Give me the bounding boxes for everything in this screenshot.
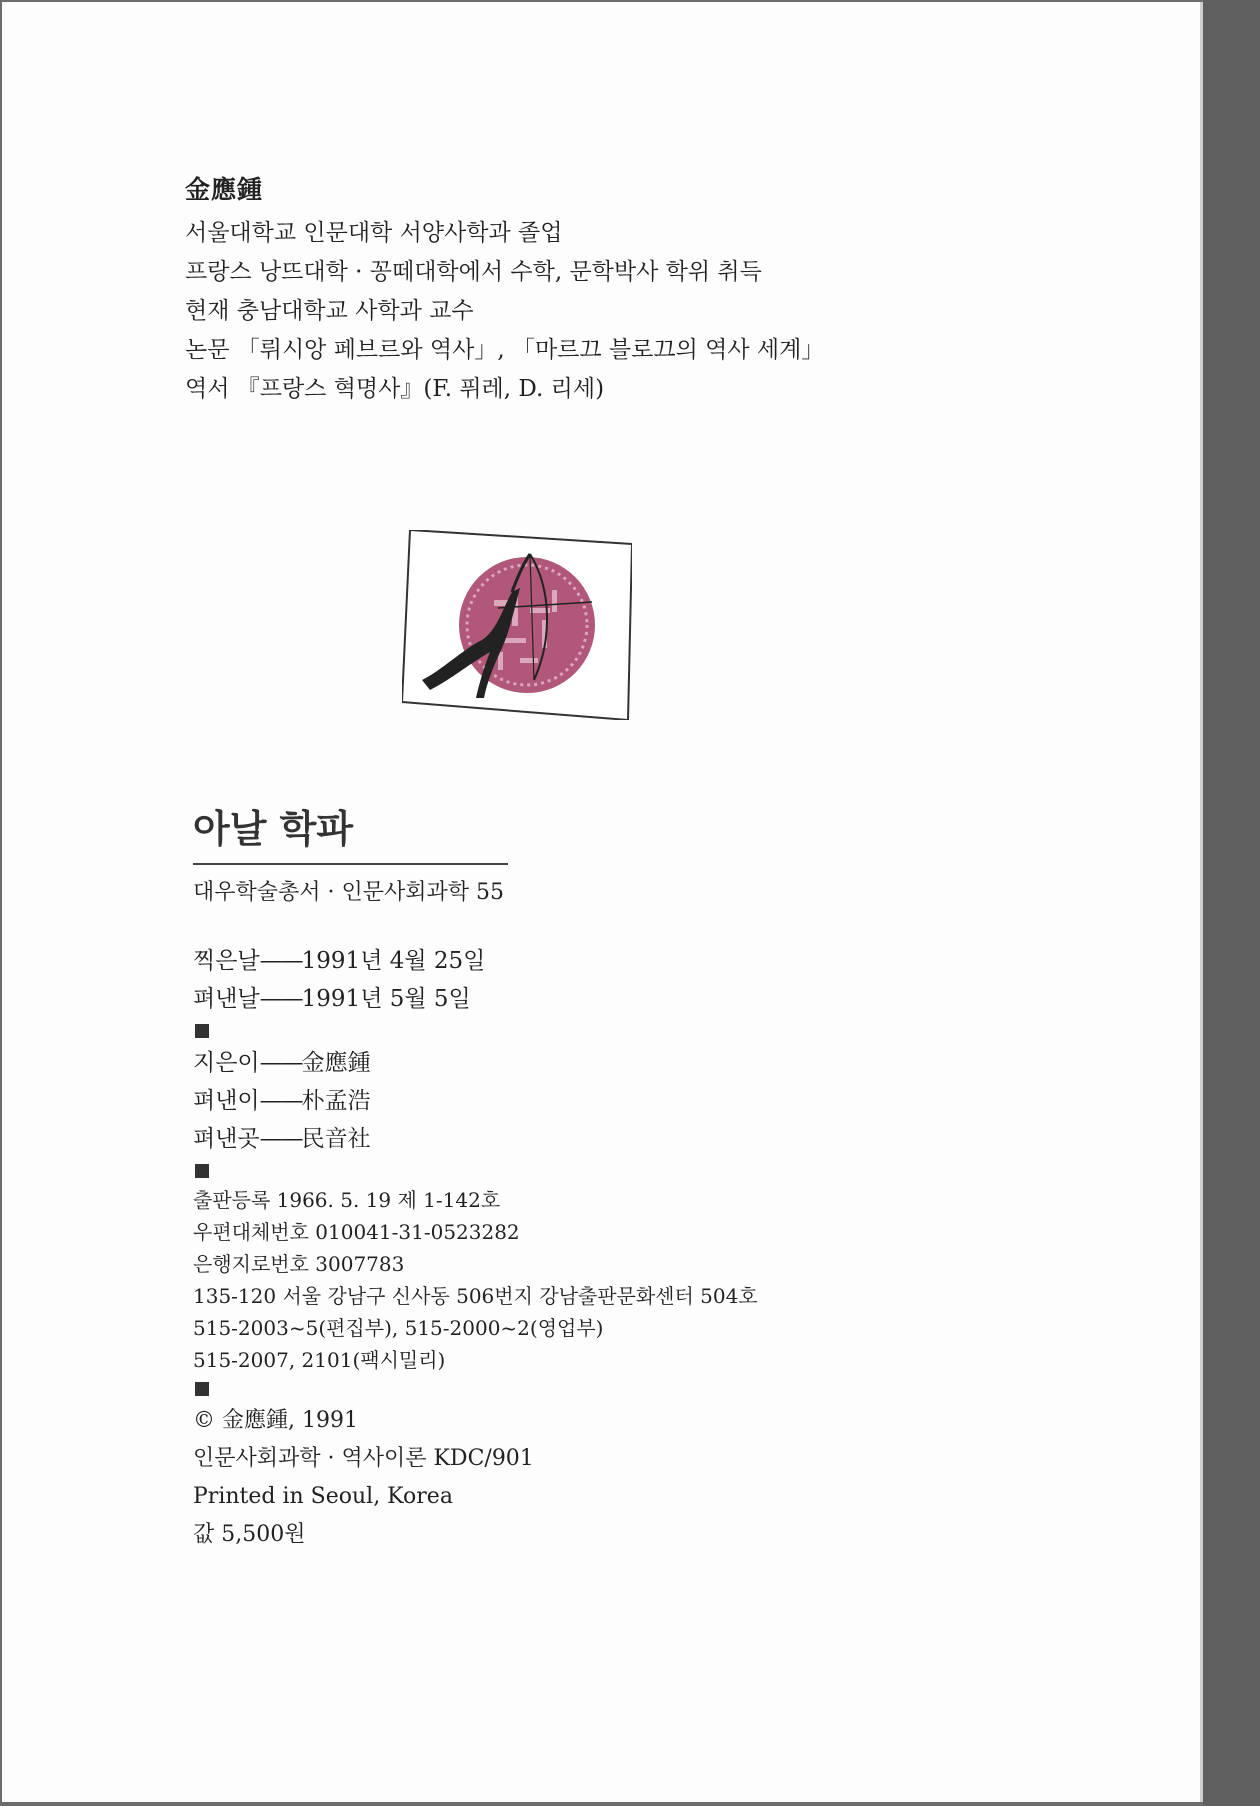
person-row [193, 1044, 758, 1082]
printed-in-line: Printed in Seoul, Korea [193, 1484, 453, 1509]
title-rule [193, 863, 508, 865]
imprint-line: 515-2003~5(편집부), 515-2000~2(영업부) [193, 1316, 604, 1340]
imprint-line: 135-120 서울 강남구 신사동 506번지 강남출판문화센터 504호 [193, 1284, 758, 1308]
imprint-list [193, 1184, 758, 1376]
copyright-line: © 金應鍾, 1991 [193, 1408, 358, 1433]
book-title: 아날 학파 [193, 807, 354, 851]
dash: —— [259, 1088, 302, 1114]
seal-image [402, 530, 632, 720]
person-row [193, 1120, 758, 1158]
price-line: 값 5,500원 [193, 1522, 306, 1547]
seal-ink-circle [459, 557, 595, 693]
date-label: 찍은날 [193, 948, 260, 974]
author-block [185, 170, 824, 409]
person-value: 民音社 [301, 1126, 371, 1152]
date-row [193, 980, 758, 1018]
person-row [193, 1082, 758, 1120]
book-title-block [193, 798, 508, 906]
person-label: 펴낸이 [193, 1088, 260, 1114]
dash: —— [259, 1050, 302, 1076]
people-list [193, 1044, 758, 1158]
person-value: 金應鍾 [301, 1050, 371, 1076]
publication-info [193, 942, 758, 1554]
bio-line: 논문 「뤼시앙 페브르와 역사」, 「마르끄 블로끄의 역사 세계」 [185, 337, 825, 363]
imprint-line: 515-2007, 2101(팩시밀리) [193, 1348, 446, 1372]
author-name: 金應鍾 [185, 175, 264, 204]
imprint-line: 은행지로번호 3007783 [193, 1252, 405, 1276]
dash: —— [259, 1126, 302, 1152]
person-label: 지은이 [193, 1050, 260, 1076]
date-label: 펴낸날 [193, 986, 260, 1012]
bio-line: 현재 충남대학교 사학과 교수 [185, 298, 474, 324]
section-square-icon [195, 1024, 209, 1038]
date-value: 1991년 5월 5일 [301, 986, 471, 1012]
publisher-seal-stamp [402, 530, 632, 720]
bio-line: 서울대학교 인문대학 서양사학과 졸업 [185, 220, 563, 246]
classification-line: 인문사회과학 · 역사이론 KDC/901 [193, 1446, 534, 1471]
person-value: 朴孟浩 [301, 1088, 371, 1114]
imprint-line: 출판등록 1966. 5. 19 제 1-142호 [193, 1188, 501, 1212]
bio-line: 역서 『프랑스 혁명사』(F. 퓌레, D. 리세) [185, 376, 605, 402]
bio-line: 프랑스 낭뜨대학 · 꽁떼대학에서 수학, 문학박사 학위 취득 [185, 259, 762, 285]
copyright-block [193, 1402, 758, 1554]
date-row [193, 942, 758, 980]
dash: —— [259, 948, 302, 974]
section-square-icon [195, 1382, 209, 1396]
date-value: 1991년 4월 25일 [301, 948, 486, 974]
imprint-line: 우편대체번호 010041-31-0523282 [193, 1220, 520, 1244]
colophon-page [2, 2, 1203, 1802]
person-label: 펴낸곳 [193, 1126, 260, 1152]
section-square-icon [195, 1164, 209, 1178]
series-name: 대우학술총서 · 인문사회과학 55 [193, 880, 504, 905]
dash: —— [259, 986, 302, 1012]
viewer-margin [1203, 0, 1260, 1806]
